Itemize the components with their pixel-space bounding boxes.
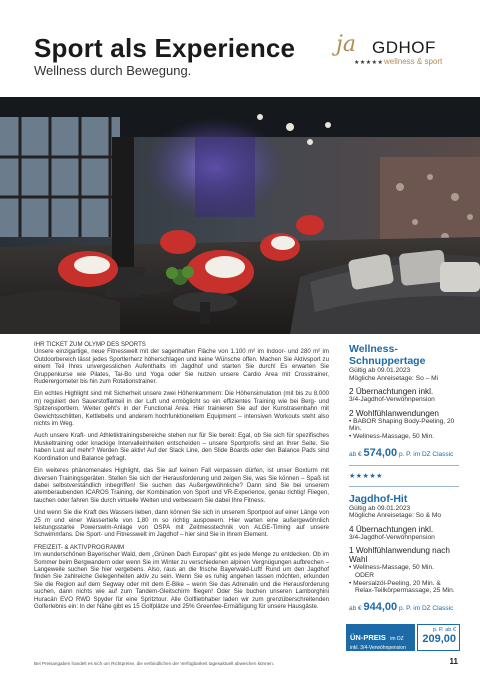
- package1-arrival: Mögliche Anreisetage: So – Mi: [349, 374, 439, 382]
- package2-board: 3/4-Jagdhof-Verwöhnpension: [349, 533, 435, 541]
- jagdhof-logo: [336, 34, 454, 74]
- paragraph-sportpool: Und wenn Sie die Kraft des Wassers lieben, dann können Sie sich in unserem Sportpool auf einer Länge von 25 m und einer Wassertiefe von 1,80 m so richtig auspowern. Hier warten eine außergewöhnlich leistungsstarke Powerswim-Anlage von OSPA mit Zeitmesstechnik von ALGE-Timing auf unsere Schwimmfans. Die Sport- und Fitnesswelt im Jagdhof – hier sind Sie in Ihrem Element.: [34, 509, 329, 539]
- package1-item2: • Wellness-Massage, 50 Min.: [349, 432, 435, 440]
- overnight-price-box: [346, 624, 460, 651]
- lounge-illustration: [0, 97, 480, 334]
- package2-arrival: Mögliche Anreisetage: So & Mo: [349, 512, 441, 520]
- promo-label-box: [346, 624, 415, 651]
- paragraph-boxturm: Ein weiteres phänomenales Highlight, das Sie auf keinen Fall verpassen dürfen, ist unser Boxturm mit diversen Trainingsgeräten. Stellen Sie sich der Herausforderung und zeigen Sie, was Sie können – Spaß ist dabei selbstverständlich inbegriffen! Sie suchen das Außergewöhnliche? Dann sind Sie bei unserem atemberaubenden ICAROS Training, der Kombination von Sport und VR-Experience, genau richtig! Fliegen, tauchen oder fahren Sie durch virtuelle Welten und verbessern Sie dabei Ihre Fitness.: [34, 467, 329, 504]
- package2-price-value: 944,00: [363, 600, 398, 613]
- paragraph-freizeit: Im wunderschönen Bayerischer Wald, dem „Grünen Dach Europas“ gibt es jede Menge zu entdecken. Ob im Sommer beim Bergwandern oder wenn Sie im Winter zu verschiedenen alpinen Vergnügungen aufbrechen – Langeweile suchen Sie hier vergebens. Also, raus an die frische Bayerwald-Luft! Rund um den Jagdhof finden Sie zahlreiche Gelegenheiten aktiv zu sein. Wenn Sie es ruhig angehen lassen möchten, erkunden Sie die Region auf dem Segway oder mit dem E-Bike – wenn Sie das Adrenalin und die Herausforderung suchen, dann nichts wie auf zum Tandem-Gleitschirm fliegen! Oder Sie buchen unseren Lamborghini Huracán EVO RWD Spyder für eine Spritztour. Alle Golfliebhaber laden wir zum grenzüberschreitenden Golferlebnis ein: In der Nähe gibt es 15 Golfplätze und 25% Greenfee-Ermäßigung für unsere Hausgäste.: [34, 551, 329, 610]
- divider: [349, 486, 459, 487]
- promo-price-box: [417, 624, 460, 651]
- promo-sub: inkl. 3/4-Verwöhnpension: [350, 645, 406, 651]
- promo-label: ÜN-PREIS: [350, 633, 386, 642]
- package2-treatments: 1 Wohlfühlanwendung nach Wahl: [349, 546, 450, 565]
- package1-nights: 2 Übernachtungen inkl.: [349, 387, 434, 397]
- promo-value: 209,00: [422, 633, 456, 645]
- star-rating: ★★★★★: [349, 472, 383, 480]
- page-number: 11: [449, 657, 458, 666]
- logo-stars: ★★★★★: [354, 60, 384, 66]
- package1-title: Wellness-Schnuppertage: [349, 343, 426, 367]
- package2-title: Jagdhof-Hit: [349, 492, 408, 505]
- package2-item1: • Wellness-Massage, 50 Min.: [349, 564, 435, 572]
- page-title: Sport als Experience: [34, 33, 296, 63]
- paragraph-fitnesswelt: Unsere einzigartige, neue Fitnesswelt mit der sagenhaften Fläche von 1.100 m² im Indoor- und 280 m² im Outdoorbereich lässt jedes Sportlerherz höherschlagen und keine Wünsche offen. Machen Sie Aktivsport zu einem Teil Ihres unvergesslichen Aufenthalts im Jagdhof und starten Sie durch! Es erwarten Sie Gruppenkurse wie Pilates, Tai-Bo und Yoga oder Sie nutzen unsere Cardio Area mit Crosstrainer, Ruderergometer bis hin zum Rotationstrainer.: [34, 348, 329, 386]
- logo-tagline: wellness & sport: [384, 57, 443, 66]
- page-subtitle: Wellness durch Bewegung.: [34, 63, 192, 78]
- hero-photo-lounge: [0, 97, 480, 334]
- footer-note: Bei Preisangaben handelt es sich um Richtpreise, die verbindlichen der Verfügbarkeit tagesaktuell abweichen können.: [34, 661, 275, 666]
- package1-item1: • BABOR Shaping Body-Peeling, 20 Min.: [349, 417, 455, 433]
- paragraph-hoehenkammern: Ein echtes Highlight sind mit Sicherheit unsere zwei Höhenkammern: Die Höhensimulation (mit bis zu 8.000 m) reguliert den Sauerstoffanteil in der Luft und ermöglicht so ein effizientes Training wie bei Berg- und Spitzensportlern. Weiter geht's in der Functional Area. Hier trainieren Sie auf der Kunstrasenbahn mit Gewichtsschlitten, Kettlebells und anderem hochfunktionellem Equipment – intensiven Workouts steht also nichts im Weg.: [34, 390, 329, 428]
- logo-word: GDHOF: [372, 38, 436, 57]
- paragraph-kraft: Auch unsere Kraft- und Athletiktrainingsbereiche stehen nur für Sie bereit: Egal, ob Sie sich für spezifisches Muskeltraining oder knackige Intervalleinheiten entscheiden – unsere Sportprofis sind an Ihrer Seite. Sie haben Lust auf mehr? Werden Sie aktiv! Auf der Slack Line, den Slide Boards oder den Balance Pads sind Koordination und Balance gefragt.: [34, 432, 329, 462]
- package1-price-value: 574,00: [363, 446, 398, 459]
- page-header: [34, 34, 454, 84]
- divider: [349, 465, 459, 466]
- package2-item2: • Meersalzöl-Peeling, 20 Min. &: [349, 579, 441, 587]
- package2-nights: 4 Übernachtungen inkl.: [349, 524, 434, 534]
- package2-valid: Gültig ab 09.01.2023: [349, 504, 411, 512]
- package2-price: ab € 944,00 p. P. im DZ Classic: [349, 600, 454, 613]
- package1-treatments: 2 Wohlfühlanwendungen: [349, 408, 439, 418]
- promo-label-suffix: im DZ: [390, 636, 404, 642]
- package1-valid: Gültig ab 09.01.2023: [349, 367, 411, 374]
- section-heading-freizeit: FREIZEIT- & AKTIVPROGRAMM: [34, 543, 125, 551]
- package2-or: ODER: [355, 571, 375, 579]
- offers-sidebar: [349, 343, 459, 613]
- section-heading-olymp: IHR TICKET ZUM OLYMP DES SPORTS: [34, 341, 146, 348]
- package1-price: ab € 574,00 p. P. im DZ Classic: [349, 446, 454, 459]
- package2-item3: Relax-Teilkörpermassage, 25 Min.: [355, 587, 455, 595]
- logo-script: ja: [336, 32, 356, 57]
- article-body: [34, 341, 329, 615]
- package1-board: 3/4-Jagdhof-Verwöhnpension: [349, 396, 435, 404]
- promo-pp: p. P. ab €: [432, 627, 456, 633]
